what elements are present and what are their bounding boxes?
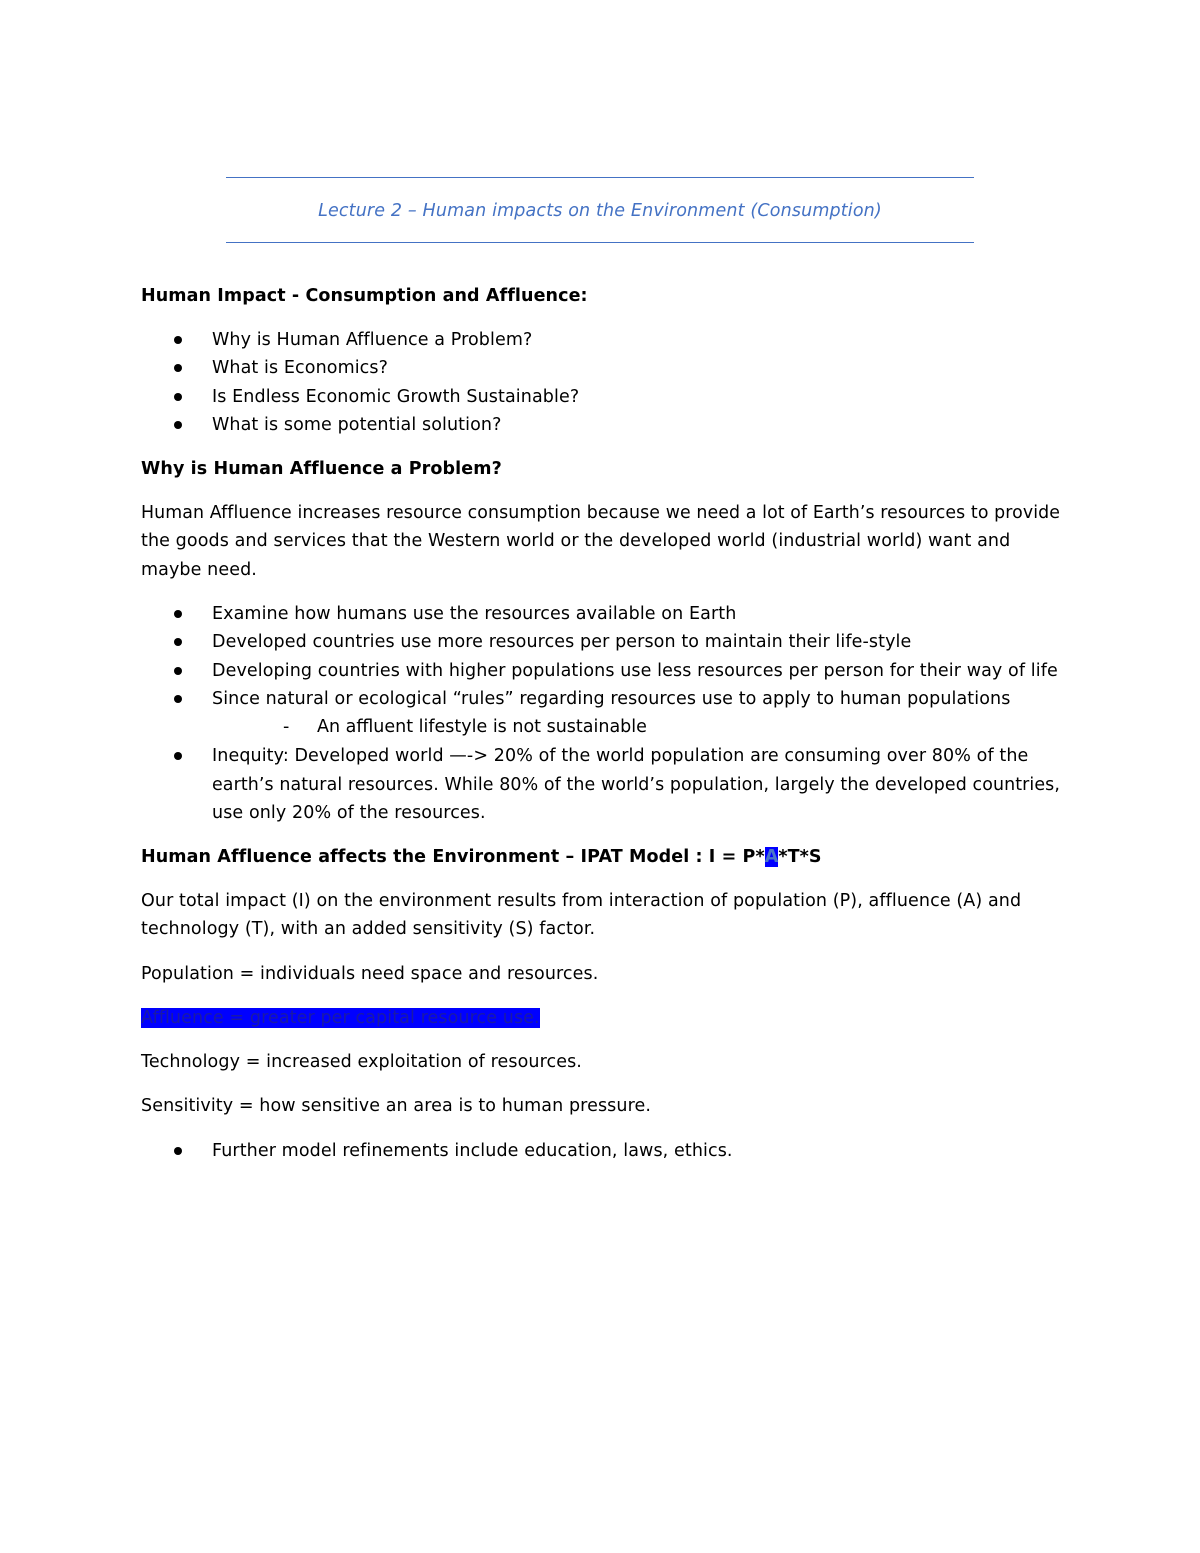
list-item: Since natural or ecological “rules” regarding resources use to apply to human populations	[212, 689, 1011, 709]
title-bottom-rule	[226, 242, 974, 243]
sub-list-dash: -	[283, 717, 290, 737]
bullet-icon	[174, 393, 182, 401]
section-heading-consumption-affluence: Human Impact - Consumption and Affluence:	[141, 286, 588, 306]
title-top-rule	[226, 177, 974, 178]
list-item: What is some potential solution?	[212, 415, 502, 435]
list-item-inequity-line: earth’s natural resources. While 80% of the world’s population, largely the developed countries,	[212, 775, 1060, 795]
bullet-icon	[174, 695, 182, 703]
paragraph-line: Our total impact (I) on the environment results from interaction of population (P), affluence (A) and	[141, 891, 1022, 911]
ipat-highlighted-a: A	[764, 847, 779, 867]
list-item: Developed countries use more resources per person to maintain their life-style	[212, 632, 912, 652]
section-heading-ipat	[141, 845, 822, 869]
section-heading-why-problem: Why is Human Affluence a Problem?	[141, 459, 502, 479]
affluence-highlighted-text: Affluence = greater per capital resource use.	[141, 1008, 540, 1028]
paragraph-line: maybe need.	[141, 560, 257, 580]
bullet-icon	[174, 752, 182, 760]
bullet-icon	[174, 638, 182, 646]
bullet-icon	[174, 364, 182, 372]
technology-definition: Technology = increased exploitation of resources.	[141, 1052, 582, 1072]
list-item-inequity-line: use only 20% of the resources.	[212, 803, 486, 823]
page-title: Lecture 2 – Human impacts on the Environment (Consumption)	[318, 201, 882, 221]
list-item-inequity-line: Inequity: Developed world —-> 20% of the world population are consuming over 80% of the	[212, 746, 1029, 766]
bullet-icon	[174, 421, 182, 429]
ipat-heading-suffix: *T*S	[778, 847, 822, 867]
bullet-icon	[174, 1147, 182, 1155]
paragraph-line: Human Affluence increases resource consumption because we need a lot of Earth’s resources to provide	[141, 503, 1061, 523]
population-definition: Population = individuals need space and resources.	[141, 964, 599, 984]
bullet-icon	[174, 336, 182, 344]
list-item: Why is Human Affluence a Problem?	[212, 330, 533, 350]
list-item: Developing countries with higher populations use less resources per person for their way of life	[212, 661, 1058, 681]
list-item: Examine how humans use the resources available on Earth	[212, 604, 737, 624]
list-item: Is Endless Economic Growth Sustainable?	[212, 387, 580, 407]
list-item: Further model refinements include education, laws, ethics.	[212, 1141, 733, 1161]
sub-list-item: An affluent lifestyle is not sustainable	[317, 717, 647, 737]
ipat-heading-prefix: Human Affluence affects the Environment – IPAT Model : I = P*	[141, 847, 765, 867]
affluence-definition	[141, 1006, 540, 1030]
list-item: What is Economics?	[212, 358, 389, 378]
sensitivity-definition: Sensitivity = how sensitive an area is to human pressure.	[141, 1096, 652, 1116]
bullet-icon	[174, 667, 182, 675]
paragraph-line: technology (T), with an added sensitivity (S) factor.	[141, 919, 596, 939]
paragraph-line: the goods and services that the Western world or the developed world (industrial world) want and	[141, 531, 1011, 551]
bullet-icon	[174, 610, 182, 618]
